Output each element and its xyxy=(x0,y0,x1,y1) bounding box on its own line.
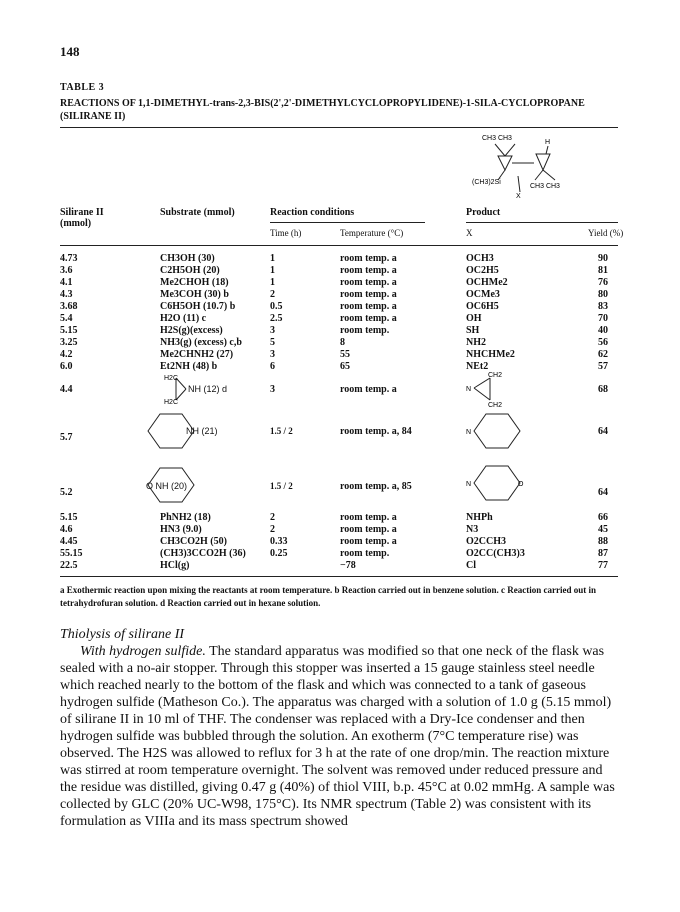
svg-text:O: O xyxy=(518,481,524,488)
header-product: Product xyxy=(466,207,501,218)
table-row: 5.15 PhNH2 (18) 2 room temp. a NHPh 66 xyxy=(60,512,608,523)
header-silirane-unit: (mmol) xyxy=(60,218,92,229)
table-row: 4.1 Me2CHOH (18) 1 room temp. a OCHMe2 76 xyxy=(60,277,608,288)
table-row: 3.68 C6H5OH (10.7) b 0.5 room temp. a OC6H5 83 xyxy=(60,301,608,312)
table-row-morpholine: 5.2 1.5 / 2 room temp. a, 85 64 xyxy=(60,481,608,498)
body-text xyxy=(60,626,620,830)
struct-label-3: (CH3)2Si xyxy=(472,179,501,186)
table-title: REACTIONS OF 1,1-DIMETHYL-trans-2,3-BIS(2',2'-DIMETHYLCYCLOPROPYLIDENE)-1-SILA-CYCLOPROPANE (SILIRANE II) xyxy=(60,98,585,122)
table-row: 4.3 Me3COH (30) b 2 room temp. a OCMe3 80 xyxy=(60,289,608,300)
morpholine-label: O NH (20) xyxy=(146,481,188,491)
page-number: 148 xyxy=(60,44,80,59)
conditions-rule xyxy=(270,222,425,223)
table-row: 4.6 HN3 (9.0) 2 room temp. a N3 45 xyxy=(60,524,608,535)
svg-text:CH2: CH2 xyxy=(488,372,503,379)
svg-text:N: N xyxy=(466,429,472,436)
table-footnote: a Exothermic reaction upon mixing the reactants at room temperature. b Reaction carried out in benzene solution. c Reaction carried out in tetrahydrofuran solution. d Reaction carried out in hexane solution. xyxy=(60,585,597,608)
table-row: 6.0 Et2NH (48) b 6 65 NEt2 57 xyxy=(60,361,608,372)
header-conditions: Reaction conditions xyxy=(270,207,355,218)
paragraph-text: The standard apparatus was modified so that one neck of the flask was sealed with a no-air stopper. Through this stopper was inserted a 15 gauge stainless steel needle which reached nearly to the bottom of the flask and which was connected to a tank of gaseous hydrogen sulfide (Matheson Co.). The apparatus was charged with a solution of 1.0 g (5.15 mmol) of silirane II in 10 ml of THF. The condenser was replaced with a Dry-Ice condenser and then hydrogen sulfide was bubbled through the solution. An exotherm (7°C temperature rise) was observed. The H2S was allowed to reflux for 3 h at the rate of one drop/min. The reaction mixture was stirred at room temperature overnight. The solvent was removed under reduced pressure and the residue was distilled, giving 0.47 g (40%) of thiol VIII, b.p. 45°C at 0.02 mmHg. A sample was collected by GLC (20% UC-W98, 175°C). Its NMR spectrum (Table 2) was consistent with its formulation as VIIIa and its mass spectrum showed xyxy=(60,644,615,829)
table-row: 4.73 CH3OH (30) 1 room temp. a OCH3 90 xyxy=(60,253,608,264)
header-substrate: Substrate (mmol) xyxy=(160,207,235,218)
table-row: 55.15 (CH3)3CCO2H (36) 0.25 room temp. O2CC(CH3)3 87 xyxy=(60,548,608,559)
body-paragraph xyxy=(60,643,620,830)
struct-label-4: CH3 CH3 xyxy=(530,183,560,190)
svg-text:H2C: H2C xyxy=(164,375,179,382)
header-rule xyxy=(60,245,618,246)
svg-text:N: N xyxy=(466,481,472,488)
table-row: 4.45 CH3CO2H (50) 0.33 room temp. a O2CCH3 88 xyxy=(60,536,608,547)
header-x: X xyxy=(466,228,473,238)
aziridine-label: NH (12) d xyxy=(188,384,228,394)
product-rule xyxy=(466,222,618,223)
header-temperature: Temperature (°C) xyxy=(340,228,404,238)
svg-text:H2C: H2C xyxy=(164,399,179,406)
table-row: 3.6 C2H5OH (20) 1 room temp. a OC2H5 81 xyxy=(60,265,608,276)
table-row: 4.2 Me2CHNH2 (27) 3 55 NHCHMe2 62 xyxy=(60,349,608,360)
table-row: 5.15 H2S(g)(excess) 3 room temp. SH 40 xyxy=(60,325,608,336)
product-structure xyxy=(470,130,590,200)
table-bottom-rule xyxy=(60,576,618,577)
table-row-piperidine: 5.7 1.5 / 2 room temp. a, 84 64 xyxy=(60,426,608,443)
table-label: TABLE 3 xyxy=(60,82,105,93)
aziridine-product-structure xyxy=(466,370,526,408)
struct-label-2: H xyxy=(545,139,551,146)
struct-label-1: CH3 CH3 xyxy=(482,135,512,142)
svg-text:N: N xyxy=(466,386,472,393)
subheading: With hydrogen sulfide. xyxy=(80,644,206,659)
struct-label-5: X xyxy=(516,193,521,200)
table-row: 3.25 NH3(g) (excess) c,b 5 8 NH2 56 xyxy=(60,337,608,348)
table-row: 5.4 H2O (11) c 2.5 room temp. a OH 70 xyxy=(60,313,608,324)
table-row: 22.5 HCl(g) −78 Cl 77 xyxy=(60,560,608,571)
header-yield: Yield (%) xyxy=(588,228,624,238)
header-silirane: Silirane II xyxy=(60,207,104,218)
svg-text:CH2: CH2 xyxy=(488,402,503,408)
header-time: Time (h) xyxy=(270,228,302,238)
piperidine-product-structure xyxy=(466,408,536,454)
section-heading: Thiolysis of silirane II xyxy=(60,627,185,642)
morpholine-product-structure xyxy=(466,460,536,506)
table-row-aziridine: 4.4 3 room temp. a 68 xyxy=(60,384,608,395)
table-top-rule xyxy=(60,127,618,128)
piperidine-label: NH (21) xyxy=(186,426,218,436)
